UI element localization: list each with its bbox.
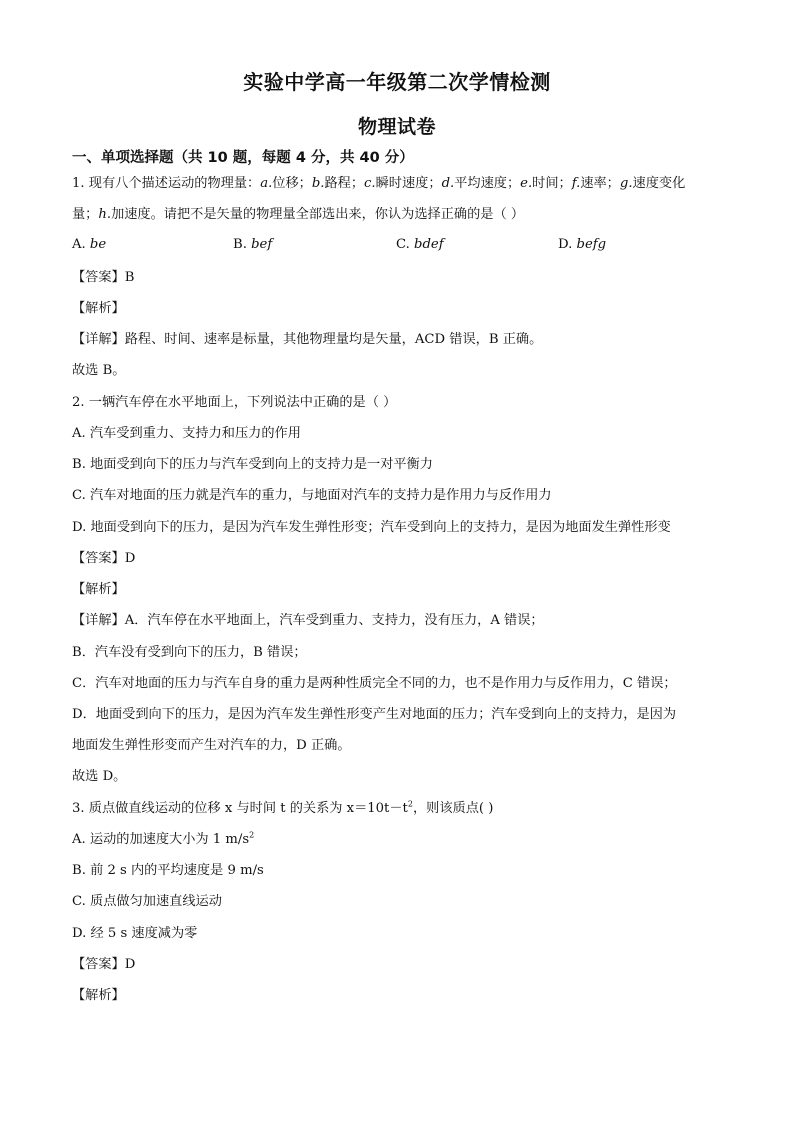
q2-analysis: 【解析】 <box>72 582 125 597</box>
q1-item-value: 速率； <box>580 176 620 191</box>
q3-exponent: 2 <box>407 799 413 809</box>
q1-option-a <box>72 237 106 252</box>
q1-stem-line2 <box>72 205 722 225</box>
q3-option-a-text: A. 运动的加速度大小为 1 m/s <box>72 832 250 847</box>
option-value: be <box>89 237 107 252</box>
q3-option-d: D. 经 5 s 速度减为零 <box>72 926 198 941</box>
q2-option-c: C. 汽车对地面的压力就是汽车的重力，与地面对汽车的支持力是作用力与反作用力 <box>72 488 552 503</box>
option-label: A. <box>72 237 86 252</box>
q2-conclusion: 故选 D。 <box>72 769 127 784</box>
q1-item-key: h. <box>98 207 112 222</box>
section-heading: 一、单项选择题（共 10 题，每题 4 分，共 40 分） <box>72 150 414 166</box>
q1-item-value: 平均速度； <box>454 176 521 191</box>
q1-option-d <box>558 237 606 252</box>
q1-item-value: 位移； <box>272 176 312 191</box>
q1-item-key: b. <box>311 176 325 191</box>
page-title: 实验中学高一年级第二次学情检测 <box>243 70 551 94</box>
option-value: befg <box>576 237 607 252</box>
option-label: C. <box>396 237 410 252</box>
q1-item-key: a. <box>260 176 273 191</box>
q2-detail-d-line2: 地面发生弹性形变而产生对汽车的力，D 正确。 <box>72 738 351 753</box>
q2-detail-d-line1: D．地面受到向下的压力，是因为汽车发生弹性形变产生对地面的压力；汽车受到向上的支持力，是因为 <box>72 707 677 722</box>
q3-stem-text: 3. 质点做直线运动的位移 x 与时间 t 的关系为 x＝10t－t <box>72 801 408 816</box>
q1-item-key: g. <box>619 176 633 191</box>
q1-stem-text: 量； <box>72 207 99 222</box>
q1-stem-prefix: 1. 现有八个描述运动的物理量： <box>72 176 261 191</box>
q2-option-a: A. 汽车受到重力、支持力和压力的作用 <box>72 426 301 441</box>
q1-item-value: 速度变化 <box>632 176 686 191</box>
q3-exponent: 2 <box>249 830 255 840</box>
q2-detail-c: C．汽车对地面的压力与汽车自身的重力是两种性质完全不同的力，也不是作用力与反作用力，C 错误； <box>72 676 677 691</box>
q1-item-key: e. <box>520 176 533 191</box>
q1-item-key: c. <box>364 176 376 191</box>
q3-option-a <box>72 830 722 850</box>
q1-analysis: 【解析】 <box>72 301 125 316</box>
page-subtitle: 物理试卷 <box>357 116 436 138</box>
q1-item-key: f. <box>571 176 581 191</box>
q3-option-b: B. 前 2 s 内的平均速度是 9 m/s <box>72 863 264 878</box>
q1-detail: 【详解】路程、时间、速率是标量，其他物理量均是矢量，ACD 错误，B 正确。 <box>72 332 543 347</box>
q1-conclusion: 故选 B。 <box>72 363 126 378</box>
q2-detail-a: 【详解】A．汽车停在水平地面上，汽车受到重力、支持力，没有压力，A 错误； <box>72 613 544 628</box>
q1-item-value: 瞬时速度； <box>375 176 442 191</box>
q1-item-value: 时间； <box>532 176 572 191</box>
q1-stem-line1 <box>72 174 722 194</box>
option-value: bdef <box>414 237 444 252</box>
q2-detail-b: B．汽车没有受到向下的压力，B 错误； <box>72 645 307 660</box>
option-value: bef <box>251 237 273 252</box>
q2-answer: 【答案】D <box>72 551 136 566</box>
q3-stem-text: ，则该质点( ) <box>412 801 494 816</box>
q1-option-b <box>233 237 272 252</box>
q2-option-b: B. 地面受到向下的压力与汽车受到向上的支持力是一对平衡力 <box>72 457 433 472</box>
q3-stem <box>72 799 722 819</box>
q1-answer: 【答案】B <box>72 270 135 285</box>
q1-item-value: 路程； <box>324 176 365 191</box>
q1-item-key: d. <box>441 176 455 191</box>
q2-option-d: D. 地面受到向下的压力，是因为汽车发生弹性形变；汽车受到向上的支持力，是因为地面发生弹性形变 <box>72 520 671 535</box>
option-label: B. <box>233 237 247 252</box>
q3-option-c: C. 质点做匀加速直线运动 <box>72 894 222 909</box>
option-label: D. <box>558 237 573 252</box>
q3-answer: 【答案】D <box>72 957 136 972</box>
q3-analysis: 【解析】 <box>72 988 125 1003</box>
q1-option-c <box>396 237 444 252</box>
q2-stem: 2. 一辆汽车停在水平地面上，下列说法中正确的是（ ） <box>72 395 397 410</box>
q1-stem-text: 加速度。请把不是矢量的物理量全部选出来，你认为选择正确的是（ ） <box>111 207 525 222</box>
